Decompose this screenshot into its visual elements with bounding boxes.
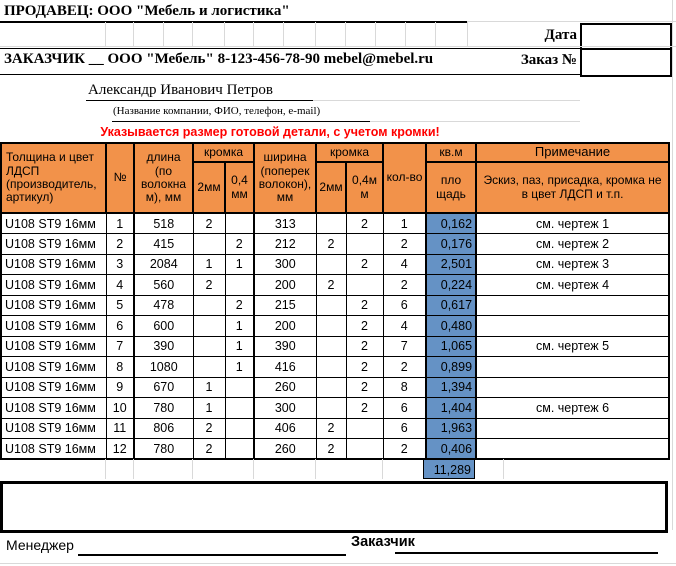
col-header-area: пло щадь: [426, 162, 476, 213]
cell-length[interactable]: 560: [134, 275, 193, 296]
cell-num[interactable]: 4: [106, 275, 134, 296]
order-number-label: Заказ №: [520, 52, 577, 68]
customer-sign-label: Заказчик: [351, 534, 415, 550]
cell-length[interactable]: 780: [134, 439, 193, 460]
contact-name: Александр Иванович Петров: [88, 82, 273, 98]
table-row: [1, 213, 669, 234]
cell-area[interactable]: 2,501: [426, 254, 476, 275]
col-header-width: ширина (поперек волокон), мм: [254, 143, 316, 213]
cell-num[interactable]: 8: [106, 357, 134, 378]
table-row: [1, 295, 669, 316]
cell-l2[interactable]: 2: [193, 439, 225, 460]
gridline: [105, 459, 106, 479]
cell-note[interactable]: см. чертеж 2: [476, 234, 669, 255]
cell-width[interactable]: 390: [254, 336, 316, 357]
gridline: [375, 22, 376, 46]
seller-line: ПРОДАВЕЦ: ООО "Мебель и логистика": [4, 3, 290, 19]
cell-l04[interactable]: 2: [225, 295, 254, 316]
cell-qty[interactable]: 6: [383, 418, 426, 439]
cell-note[interactable]: [476, 377, 669, 398]
cell-l2[interactable]: 1: [193, 254, 225, 275]
cell-area[interactable]: 0,162: [426, 213, 476, 234]
table-row: [1, 418, 669, 439]
gridline: [405, 22, 406, 46]
col-header-edge-width: кромка: [316, 143, 383, 162]
gridline: [253, 22, 254, 46]
gridline: [315, 22, 316, 46]
col-header-qty: кол-во: [383, 143, 426, 213]
cell-w04[interactable]: [346, 439, 383, 460]
col-header-edge-2mm-width: 2мм: [316, 162, 346, 213]
cell-material[interactable]: U108 ST9 16мм: [1, 254, 106, 275]
gridline: [467, 22, 468, 46]
cell-note[interactable]: см. чертеж 6: [476, 398, 669, 419]
cell-w2[interactable]: [316, 254, 346, 275]
gridline: [345, 22, 346, 46]
customer-line: [4, 51, 433, 68]
cell-note[interactable]: [476, 295, 669, 316]
manager-signature-line: [78, 554, 346, 556]
gridline: [467, 21, 676, 22]
col-header-material: Толщина и цвет ЛДСП (производитель, артикул): [1, 143, 106, 213]
cell-qty[interactable]: 2: [383, 439, 426, 460]
cell-note[interactable]: см. чертеж 1: [476, 213, 669, 234]
cell-w04[interactable]: 2: [346, 377, 383, 398]
gridline: [163, 22, 164, 46]
cell-w04[interactable]: [346, 418, 383, 439]
cell-qty[interactable]: 4: [383, 316, 426, 337]
col-header-edge-04mm-width: 0,4мм: [346, 162, 383, 213]
cell-length[interactable]: 1080: [134, 357, 193, 378]
gridline: [133, 22, 134, 46]
gridline: [0, 46, 676, 47]
cell-note[interactable]: [476, 357, 669, 378]
cell-material[interactable]: U108 ST9 16мм: [1, 439, 106, 460]
customer-value: ООО "Мебель" 8-123-456-78-90 mebel@mebel.ru: [107, 51, 434, 67]
cell-material[interactable]: U108 ST9 16мм: [1, 295, 106, 316]
table-row: [1, 357, 669, 378]
contact-hint: (Название компании, ФИО, телефон, e-mail): [113, 105, 321, 117]
cell-w04[interactable]: [346, 275, 383, 296]
cell-material[interactable]: U108 ST9 16мм: [1, 357, 106, 378]
customer-row-top-border: [0, 48, 580, 50]
cell-w04[interactable]: 2: [346, 295, 383, 316]
gridline: [503, 459, 504, 479]
cell-area[interactable]: 1,065: [426, 336, 476, 357]
cell-num[interactable]: 2: [106, 234, 134, 255]
cell-w2[interactable]: 2: [316, 439, 346, 460]
cell-length[interactable]: 478: [134, 295, 193, 316]
cell-area[interactable]: 1,963: [426, 418, 476, 439]
cell-num[interactable]: 3: [106, 254, 134, 275]
col-header-length: длина (по волокнам), мм: [134, 143, 193, 213]
size-warning: Указывается размер готовой детали, с учетом кромки!: [100, 125, 440, 139]
cell-length[interactable]: 780: [134, 398, 193, 419]
table-row: [1, 234, 669, 255]
cell-qty[interactable]: 2: [383, 234, 426, 255]
cell-material[interactable]: U108 ST9 16мм: [1, 316, 106, 337]
cell-area[interactable]: 0,899: [426, 357, 476, 378]
cell-width[interactable]: 300: [254, 398, 316, 419]
contact-underline: [86, 100, 313, 101]
gridline: [133, 459, 134, 479]
cell-note[interactable]: [476, 316, 669, 337]
table-row: [1, 398, 669, 419]
cell-area[interactable]: 0,224: [426, 275, 476, 296]
cell-w2[interactable]: [316, 357, 346, 378]
gridline: [283, 22, 284, 46]
gridline: [672, 0, 673, 530]
col-header-note: Примечание: [476, 143, 669, 162]
cell-length[interactable]: 670: [134, 377, 193, 398]
cell-w2[interactable]: [316, 213, 346, 234]
cell-material[interactable]: U108 ST9 16мм: [1, 336, 106, 357]
cell-l2[interactable]: [193, 357, 225, 378]
gridline: [0, 563, 676, 564]
gridline: [253, 459, 254, 479]
cell-l04[interactable]: [225, 418, 254, 439]
cell-l04[interactable]: [225, 398, 254, 419]
customer-signature-line: [395, 552, 658, 554]
cell-l04[interactable]: 1: [225, 336, 254, 357]
cell-area[interactable]: 0,176: [426, 234, 476, 255]
cell-note[interactable]: см. чертеж 4: [476, 275, 669, 296]
cell-width[interactable]: 300: [254, 254, 316, 275]
cell-num[interactable]: 12: [106, 439, 134, 460]
cell-width[interactable]: 416: [254, 357, 316, 378]
cell-note[interactable]: [476, 418, 669, 439]
gridline: [224, 22, 225, 46]
cell-num[interactable]: 9: [106, 377, 134, 398]
notes-box[interactable]: [0, 481, 668, 533]
cell-w04[interactable]: [346, 234, 383, 255]
gridline: [192, 459, 193, 479]
table-row: [1, 377, 669, 398]
cell-num[interactable]: 11: [106, 418, 134, 439]
cell-l2[interactable]: [193, 234, 225, 255]
gridline: [382, 459, 383, 479]
cell-w2[interactable]: 2: [316, 234, 346, 255]
gridline: [105, 22, 106, 46]
gridline: [313, 100, 580, 101]
cell-qty[interactable]: 2: [383, 357, 426, 378]
cell-width[interactable]: 260: [254, 439, 316, 460]
col-header-note-sub: Эскиз, паз, присадка, кромка не в цвет ЛДСП и т.п.: [476, 162, 669, 213]
cell-width[interactable]: 406: [254, 418, 316, 439]
cell-material[interactable]: U108 ST9 16мм: [1, 234, 106, 255]
table-header: [1, 143, 669, 213]
customer-row-bottom-border: [0, 74, 580, 76]
cell-l04[interactable]: [225, 275, 254, 296]
cell-material[interactable]: U108 ST9 16мм: [1, 398, 106, 419]
cell-length[interactable]: 518: [134, 213, 193, 234]
table-row: [1, 275, 669, 296]
cell-l2[interactable]: 1: [193, 398, 225, 419]
cell-w2[interactable]: [316, 336, 346, 357]
gridline: [192, 22, 193, 46]
customer-label: ЗАКАЗЧИК __: [4, 51, 104, 67]
cell-qty[interactable]: 7: [383, 336, 426, 357]
cell-note[interactable]: см. чертеж 5: [476, 336, 669, 357]
cell-l2[interactable]: [193, 316, 225, 337]
cell-length[interactable]: 415: [134, 234, 193, 255]
col-header-sqm: кв.м: [426, 143, 476, 162]
cell-w04[interactable]: 2: [346, 213, 383, 234]
hint-underline: [112, 121, 370, 122]
cell-qty[interactable]: 8: [383, 377, 426, 398]
col-header-edge-length: кромка: [193, 143, 254, 162]
cell-l2[interactable]: 2: [193, 275, 225, 296]
cell-l2[interactable]: 2: [193, 213, 225, 234]
cell-note[interactable]: [476, 439, 669, 460]
seller-underline: [0, 21, 467, 23]
gridline: [370, 121, 580, 122]
cell-num[interactable]: 1: [106, 213, 134, 234]
cell-l2[interactable]: 2: [193, 418, 225, 439]
cell-area[interactable]: 0,617: [426, 295, 476, 316]
cell-w04[interactable]: 2: [346, 398, 383, 419]
cell-qty[interactable]: 2: [383, 275, 426, 296]
cell-qty[interactable]: 6: [383, 398, 426, 419]
cell-num[interactable]: 7: [106, 336, 134, 357]
col-header-num: №: [106, 143, 134, 213]
cutting-table-body: [1, 213, 669, 459]
cell-area[interactable]: 0,480: [426, 316, 476, 337]
cell-width[interactable]: 200: [254, 275, 316, 296]
cell-width[interactable]: 200: [254, 316, 316, 337]
cell-width[interactable]: 215: [254, 295, 316, 316]
cell-qty[interactable]: 6: [383, 295, 426, 316]
cell-w2[interactable]: 2: [316, 275, 346, 296]
cell-l2[interactable]: [193, 336, 225, 357]
cell-l2[interactable]: 1: [193, 377, 225, 398]
manager-label: Менеджер: [6, 537, 74, 553]
cell-num[interactable]: 6: [106, 316, 134, 337]
table-row: [1, 316, 669, 337]
cell-note[interactable]: см. чертеж 3: [476, 254, 669, 275]
table-row: [1, 439, 669, 460]
cell-l04[interactable]: 1: [225, 254, 254, 275]
cell-num[interactable]: 10: [106, 398, 134, 419]
cell-w2[interactable]: [316, 316, 346, 337]
cell-length[interactable]: 2084: [134, 254, 193, 275]
cell-l04[interactable]: 1: [225, 316, 254, 337]
cell-w04[interactable]: 2: [346, 336, 383, 357]
cutting-table: [0, 142, 670, 460]
cell-material[interactable]: U108 ST9 16мм: [1, 275, 106, 296]
table-row: [1, 336, 669, 357]
cell-material[interactable]: U108 ST9 16мм: [1, 377, 106, 398]
cell-material[interactable]: U108 ST9 16мм: [1, 418, 106, 439]
cell-qty[interactable]: 1: [383, 213, 426, 234]
total-area-cell[interactable]: 11,289: [423, 459, 475, 479]
cell-length[interactable]: 390: [134, 336, 193, 357]
order-number-input[interactable]: [580, 48, 672, 77]
table-row: [1, 254, 669, 275]
cell-l04[interactable]: [225, 377, 254, 398]
cell-l04[interactable]: 2: [225, 234, 254, 255]
cell-w2[interactable]: 2: [316, 418, 346, 439]
cell-w2[interactable]: [316, 377, 346, 398]
col-header-edge-2mm-length: 2мм: [193, 162, 225, 213]
cell-area[interactable]: 1,404: [426, 398, 476, 419]
cell-num[interactable]: 5: [106, 295, 134, 316]
cell-material[interactable]: U108 ST9 16мм: [1, 213, 106, 234]
gridline: [315, 459, 316, 479]
cell-width[interactable]: 260: [254, 377, 316, 398]
cell-length[interactable]: 806: [134, 418, 193, 439]
date-input[interactable]: [580, 23, 672, 51]
cell-length[interactable]: 600: [134, 316, 193, 337]
cell-l2[interactable]: [193, 295, 225, 316]
cell-w04[interactable]: 2: [346, 316, 383, 337]
date-label: Дата: [544, 27, 577, 43]
cell-l04[interactable]: [225, 439, 254, 460]
cell-area[interactable]: 1,394: [426, 377, 476, 398]
cell-qty[interactable]: 4: [383, 254, 426, 275]
cell-w2[interactable]: [316, 398, 346, 419]
cell-width[interactable]: 212: [254, 234, 316, 255]
cell-w2[interactable]: [316, 295, 346, 316]
cell-area[interactable]: 0,406: [426, 439, 476, 460]
cell-w04[interactable]: 2: [346, 254, 383, 275]
col-header-edge-04mm-length: 0,4мм: [225, 162, 254, 213]
cell-l04[interactable]: [225, 213, 254, 234]
cell-width[interactable]: 313: [254, 213, 316, 234]
cell-w04[interactable]: 2: [346, 357, 383, 378]
gridline: [435, 22, 436, 46]
cell-l04[interactable]: 1: [225, 357, 254, 378]
